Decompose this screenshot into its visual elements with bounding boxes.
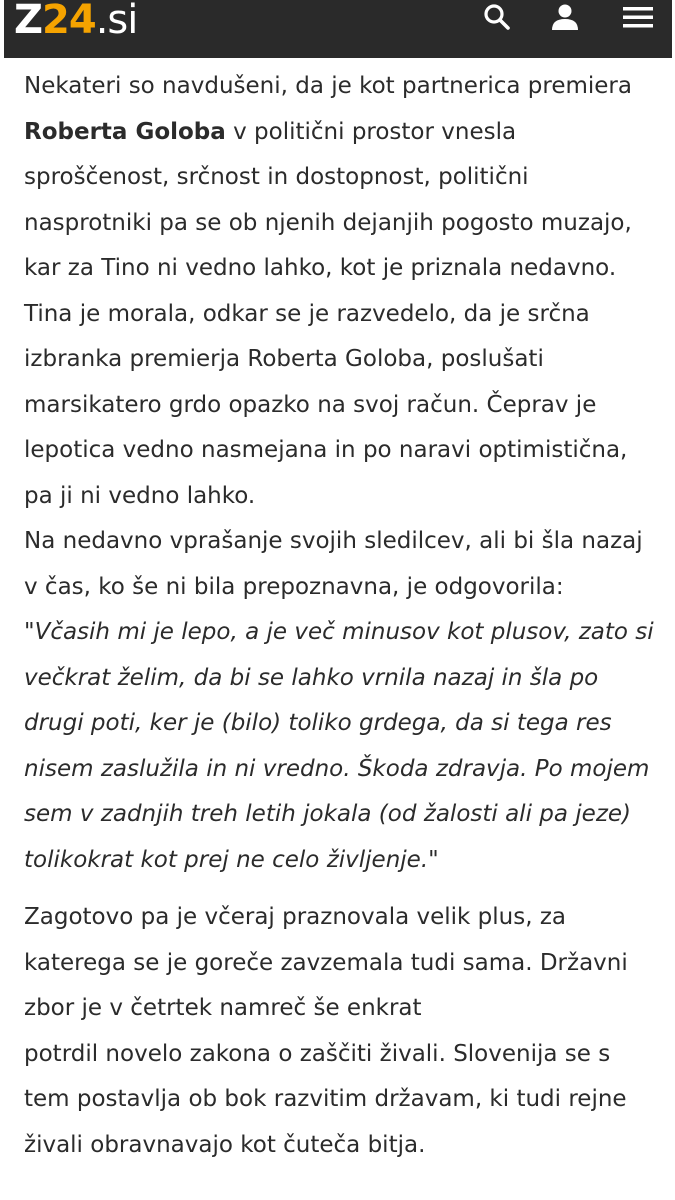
logo-domain: .si [95,0,138,43]
paragraph-4 [24,895,654,1168]
search-button[interactable] [477,0,517,34]
menu-button[interactable] [618,0,658,34]
paragraph-1-rest: v politični prostor vnesla sproščenost, srčnost in dostopnost, politični nasprotniki pa se ob njenih dejanjih pogosto muzajo, kar za Tino ni vedno lahko, kot je priznala nedavno. [24,118,632,281]
paragraph-4-part-1: Zagotovo pa je včeraj praznovala velik plus, za katerega se je goreče zavzemala tudi sama. Državni zbor je v četrtek namreč še enkrat [24,904,628,1021]
site-logo[interactable] [14,0,137,49]
search-icon [483,3,511,31]
highlighted-name: Roberta Goloba [24,118,226,145]
logo-letter: Z [14,0,43,43]
top-navigation-bar [4,0,672,58]
quote-paragraph: "Včasih mi je lepo, a je več minusov kot plusov, zato si večkrat želim, da bi se lahko vrnila nazaj in šla po drugi poti, ker je (bilo) toliko grdega, da si tega res nisem zaslužila in ni vredno. Škoda zdravja. Po mojem sem v zadnjih treh letih jokala (od žalosti ali pa jeze) tolikokrat kot prej ne celo življenje." [24,619,654,873]
paragraph-4-part-2: potrdil novelo zakona o zaščiti živali. Slovenija se s tem postavlja ob bok razvitim državam, ki tudi rejne živali obravnavajo kot čuteča bitja. [24,1040,627,1158]
paragraph-1 [24,64,654,292]
article-body [24,64,654,1168]
paragraph-1-lead: Nekateri so navdušeni, da je kot partnerica premiera [24,73,632,99]
menu-icon [622,4,654,30]
logo-number: 24 [42,0,96,43]
paragraph-2: Tina je morala, odkar se je razvedelo, da je srčna izbranka premierja Roberta Goloba, poslušati marsikatero grdo opazko na svoj račun. Čeprav je lepotica vedno nasmejana in po naravi optimistična, pa ji ni vedno lahko. [24,300,628,509]
paragraph-3: Na nedavno vprašanje svojih sledilcev, ali bi šla nazaj v čas, ko še ni bila prepoznavna, je odgovorila: [24,528,643,600]
user-account-button[interactable] [545,0,585,34]
user-icon [550,3,580,31]
